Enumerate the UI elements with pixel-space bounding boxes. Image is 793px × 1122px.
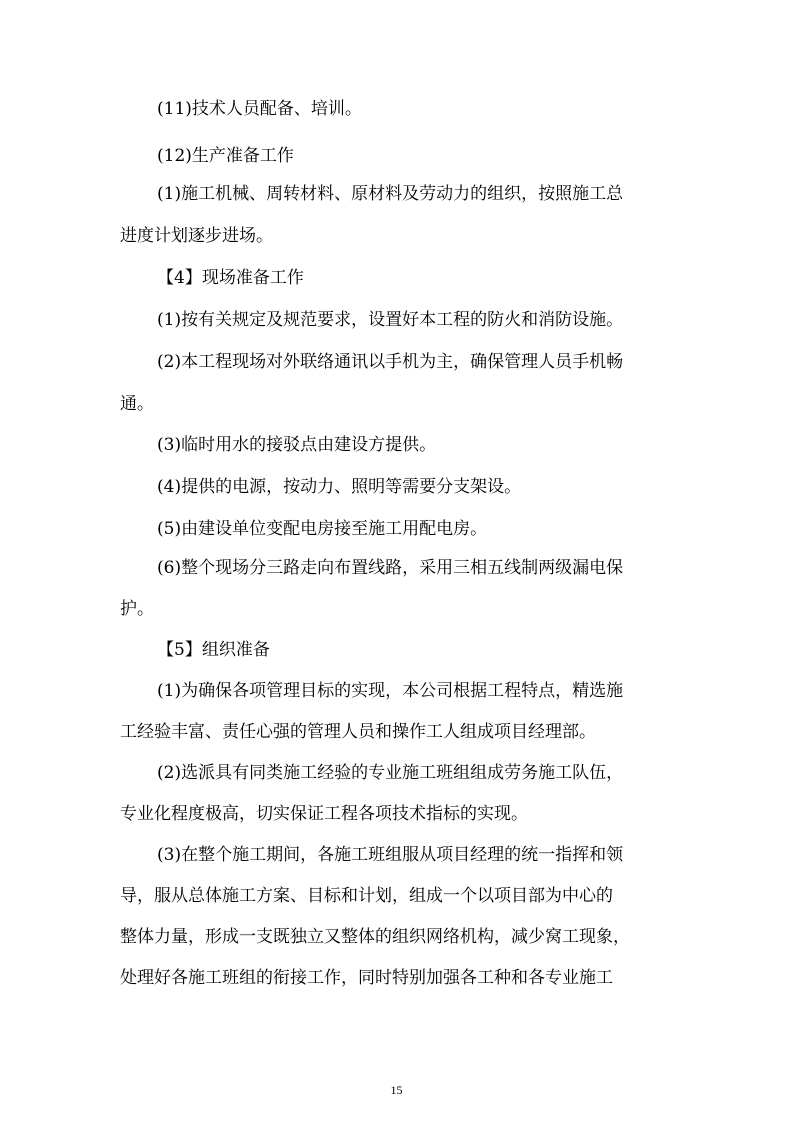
text-line: 导，服从总体施工方案、目标和计划，组成一个以项目部为中心的 [120,886,613,906]
text-line: (3)在整个施工期间，各施工班组服从项目经理的统一指挥和领 [157,845,624,865]
text-line: 专业化程度极高，切实保证工程各项技术指标的实现。 [120,804,528,824]
text-line: 整体力量，形成一支既独立又整体的组织网络机构，减少窝工现象， [120,927,630,947]
text-line: (6)整个现场分三路走向布置线路，采用三相五线制两级漏电保 [157,558,624,578]
text-line: (2)本工程现场对外联络通讯以手机为主，确保管理人员手机畅 [157,352,624,372]
text-line: 护。 [120,599,154,619]
text-line: (1)施工机械、周转材料、原材料及劳动力的组织，按照施工总 [157,184,624,204]
section-heading: 【4】现场准备工作 [157,268,304,288]
text-line: (12)生产准备工作 [157,146,294,166]
section-heading: 【5】组织准备 [157,640,270,660]
page-number: 15 [390,1083,403,1097]
text-line: (5)由建设单位变配电房接至施工用配电房。 [157,519,488,539]
text-line: (1)为确保各项管理目标的实现，本公司根据工程特点，精选施 [157,681,624,701]
text-line: 通。 [120,394,154,414]
text-line: (1)按有关规定及规范要求，设置好本工程的防火和消防设施。 [157,310,624,330]
text-line: 进度计划逐步进场。 [120,226,273,246]
text-line: (2)选派具有同类施工经验的专业施工班组组成劳务施工队伍， [157,763,624,783]
text-line: (3)临时用水的接驳点由建设方提供。 [157,435,437,455]
text-line: 工经验丰富、责任心强的管理人员和操作工人组成项目经理部。 [120,722,596,742]
text-line: (11)技术人员配备、培训。 [157,99,362,119]
text-line: (4)提供的电源，按动力、照明等需要分支架设。 [157,477,522,497]
text-line: 处理好各施工班组的衔接工作，同时特别加强各工种和各专业施工 [120,968,613,988]
